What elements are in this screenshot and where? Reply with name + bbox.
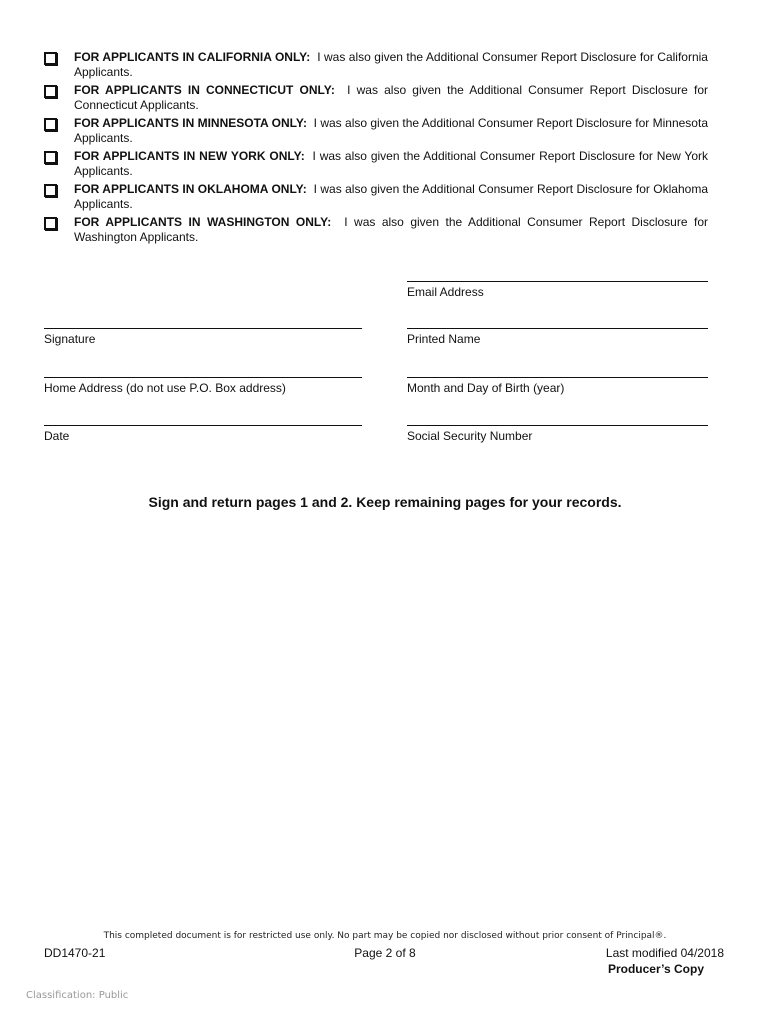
california-checkbox[interactable] [44, 52, 57, 65]
check-item-heading: FOR APPLICANTS IN MINNESOTA ONLY: [74, 116, 307, 130]
producer-copy-label: Producer’s Copy [607, 962, 704, 976]
check-item-text: I was also given the Additional Consumer Report Disclosure for Minnesota Applicants. [74, 116, 708, 145]
check-item-new-york [44, 149, 708, 179]
email-field[interactable] [407, 281, 708, 299]
check-item-text: I was also given the Additional Consumer Report Disclosure for New York Applicants. [74, 149, 709, 178]
check-item-heading: FOR APPLICANTS IN CALIFORNIA ONLY: [74, 50, 311, 64]
check-item-text: I was also given the Additional Consumer Report Disclosure for Washington Applicants. [74, 215, 708, 244]
date-field[interactable] [44, 425, 362, 443]
check-item-heading: FOR APPLICANTS IN CONNECTICUT ONLY: [74, 83, 335, 97]
check-item-heading: FOR APPLICANTS IN OKLAHOMA ONLY: [74, 182, 307, 196]
printed-name-label: Printed Name [407, 332, 481, 346]
birth-field[interactable] [407, 377, 708, 395]
state-disclosure-checklist [44, 50, 708, 248]
classification-label: Classification: Public [26, 990, 129, 1001]
check-item-text: I was also given the Additional Consumer Report Disclosure for Connecticut Applicants. [74, 83, 708, 112]
return-instruction: Sign and return pages 1 and 2. Keep remaining pages for your records. [148, 494, 622, 510]
birth-label: Month and Day of Birth (year) [407, 381, 565, 395]
home-address-line [44, 377, 362, 378]
minnesota-checkbox[interactable] [44, 118, 57, 131]
restricted-use-notice: This completed document is for restricted use only. No part may be copied nor disclosed without prior consent of Principal®. [103, 931, 667, 941]
check-item-california [44, 50, 708, 80]
check-item-text: I was also given the Additional Consumer Report Disclosure for Oklahoma Applicants. [74, 182, 708, 211]
check-item-text: I was also given the Additional Consumer Report Disclosure for California Applicants. [74, 50, 708, 79]
check-item-connecticut [44, 83, 708, 113]
birth-line [407, 377, 708, 378]
date-line [44, 425, 362, 426]
washington-checkbox[interactable] [44, 217, 57, 230]
date-label: Date [44, 429, 70, 443]
new-york-checkbox[interactable] [44, 151, 57, 164]
ssn-line [407, 425, 708, 426]
printed-name-field[interactable] [407, 328, 708, 346]
ssn-label: Social Security Number [407, 429, 533, 443]
check-item-heading: FOR APPLICANTS IN WASHINGTON ONLY: [74, 215, 332, 229]
form-id: DD1470-21 [44, 946, 106, 960]
signature-label: Signature [44, 332, 96, 346]
last-modified: Last modified 04/2018 [605, 946, 724, 960]
check-item-oklahoma [44, 182, 708, 212]
printed-name-line [407, 328, 708, 329]
home-address-field[interactable] [44, 377, 362, 395]
connecticut-checkbox[interactable] [44, 85, 57, 98]
signature-field[interactable] [44, 328, 362, 346]
email-signature-line [407, 281, 708, 282]
page-number: Page 2 of 8 [354, 946, 416, 960]
signature-line [44, 328, 362, 329]
oklahoma-checkbox[interactable] [44, 184, 57, 197]
check-item-washington [44, 215, 708, 245]
email-label: Email Address [407, 285, 484, 299]
check-item-minnesota [44, 116, 708, 146]
ssn-field[interactable] [407, 425, 708, 443]
check-item-heading: FOR APPLICANTS IN NEW YORK ONLY: [74, 149, 305, 163]
home-address-label: Home Address (do not use P.O. Box address) [44, 381, 286, 395]
